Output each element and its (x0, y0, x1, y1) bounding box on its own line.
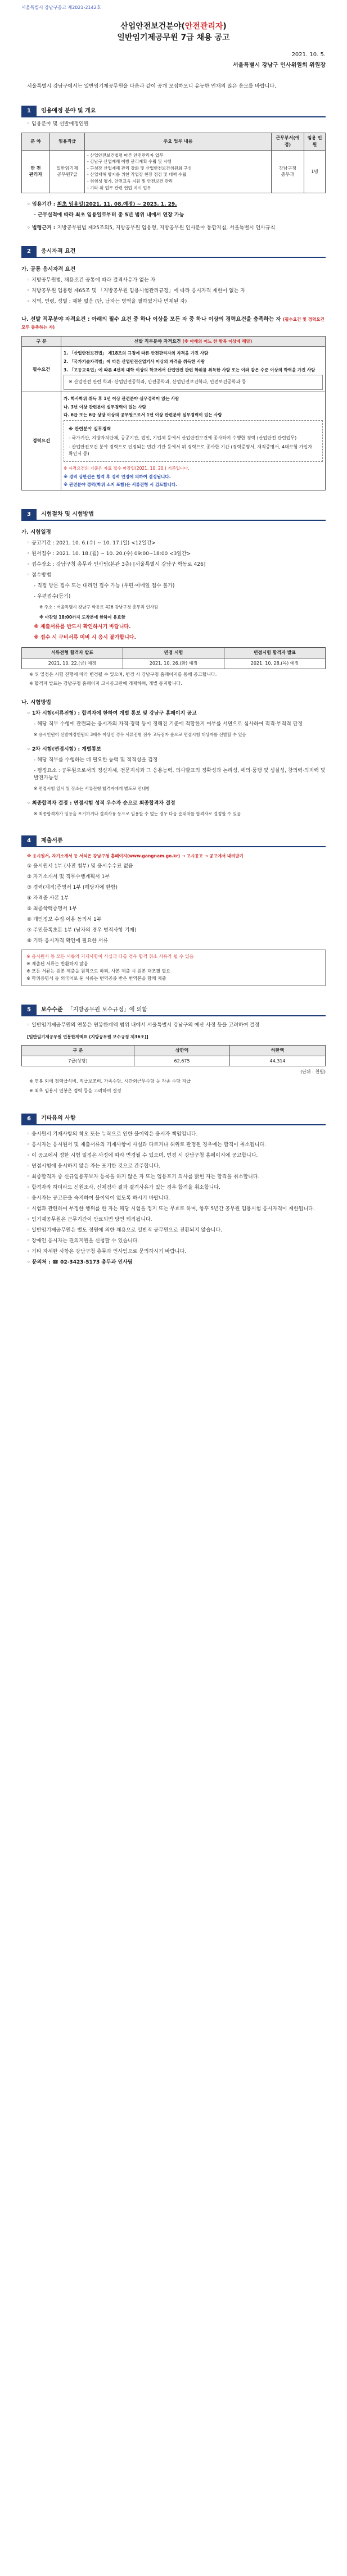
stage-table (21, 647, 326, 669)
recruit-duties (85, 150, 272, 193)
sec4-note: ※ 제출된 서류는 반환하지 않음 (26, 961, 88, 967)
section-1-title: 임용예정 분야 및 개요 (40, 108, 96, 115)
sec4-note: ※ 응시원서 등 모든 서류의 기재사항이 사실과 다를 경우 합격 취소 사유가 될 수 있음 (26, 954, 194, 960)
exp-box (64, 420, 323, 462)
stage-td: 2021. 10. 22.(금) 예정 (22, 658, 123, 669)
notice-item: ◦ 장애인 응시자는 편의지원을 신청할 수 있습니다. (27, 1238, 139, 1244)
recruit-th: 임용직급 (50, 133, 85, 150)
sec1-bullet: ◦ 임용분야 및 선발예정인원 (27, 121, 89, 128)
sec4-note: ※ 학위증명서 등 외국어로 된 서류는 번역공증 받은 번역본을 함께 제출 (26, 975, 166, 981)
sec4-note: ※ 모든 서류는 원본 제출을 원칙으로 하되, 사본 제출 시 원본 대조필 필요 (26, 968, 171, 974)
schedule-item: ◦ 공고기간 : 2021. 10. 6.(수) ~ 10. 17.(일) <12일간> (27, 540, 156, 546)
law-label: ◦ 법령근거 : (27, 225, 57, 231)
notice-item: ◦ 기타 자세한 사항은 강남구청 총무과 인사팀으로 문의하시기 바랍니다. (27, 1249, 187, 1255)
section-2-title: 응시자격 요건 (40, 248, 76, 255)
doc-item: ⑤ 최종학력증명서 1부 (27, 906, 78, 912)
intro-text: 서울특별시 강남구에서는 일반임기제공무원을 다음과 같이 공개 모집하오니 유능한 인재의 많은 응모를 바랍니다. (27, 84, 276, 90)
term-note: - 근무실적에 따라 최초 임용일로부터 총 5년 범위 내에서 연장 가능 (34, 212, 184, 219)
contact-line: ◦ 문의처 : ☎ 02-3423-5173 총무과 인사팀 (27, 1260, 133, 1266)
sec2-sub-na-note: (필수요건 및 경력요건 모두 충족하는 자) (21, 317, 325, 330)
section-2-header (21, 247, 326, 258)
recruit-dept: 강남구청 총무과 (272, 150, 304, 193)
sec2-ga-item: ◦ 지방공무원법, 채용조건 공통에 따라 결격사유가 없는 자 (27, 278, 156, 284)
req-item: 2. 「국가기술자격법」에 따른 산업안전산업기사 이상의 자격을 취득한 사람 (64, 359, 205, 365)
sec5-lead: ◦ 일반임기제공무원의 연봉은 연봉한계액 범위 내에서 서울특별시 강남구의 예산 사정 등을 고려하여 결정 (27, 1023, 260, 1029)
notice-item: ◦ 최종합격자 중 신규임용후보자 등록을 하지 않은 자 또는 임용포기 의사를 밝힌 자는 합격을 취소합니다. (27, 1174, 260, 1180)
notice-item: ◦ 합격자라 하더라도 신원조사, 신체검사 결과 결격사유가 있는 경우 합격을 취소합니다. (27, 1184, 220, 1191)
salary-td: 62,675 (134, 1056, 230, 1066)
notice-item: ◦ 이 공고에서 정한 시험 일정은 사정에 따라 변경될 수 있으며, 변경 시 강남구청 홈페이지에 공고합니다. (27, 1152, 258, 1158)
sec4-lead: ※ 응시원서, 자기소개서 등 서식은 강남구청 홈페이지(www.gangnam.go.kr) → 고시공고 → 공고에서 내려받기 (27, 853, 244, 859)
stage-note: ※ 합격자 발표는 강남구청 홈페이지 고시공고란에 게재하며, 개별 통지합니다. (29, 681, 182, 687)
exp-note: ※ 관련분야 경력(학위 소지 포함)은 서류전형 시 검토합니다. (64, 482, 177, 488)
stage-td: 2021. 10. 28.(목) 예정 (224, 658, 326, 669)
recruit-grade: 일반임기제 공무원7급 (50, 150, 85, 193)
section-6-title: 기타유의 사항 (40, 1115, 76, 1122)
doc-item: ⑧ 기타 응시자격 확인에 필요한 서류 (27, 938, 109, 944)
section-5-header (21, 1005, 326, 1016)
title-line2: 일반임기제공무원 7급 채용 공고 (117, 33, 230, 42)
sec2-ga-item: ◦ 지역, 연령, 성별 : 제한 없음 (단, 남자는 병역을 필하였거나 면제된 자) (27, 299, 187, 305)
method3-item: ※ 최종합격자가 임용을 포기하거나 결격사유 등으로 임용할 수 없는 경우 다음 순위자를 합격자로 결정할 수 있음 (34, 811, 241, 816)
qual-th-note: (※ 아래의 어느 한 항목 이상에 해당) (182, 338, 253, 344)
doc-item: ⑦ 주민등록초본 1부 (남자의 경우 병적사항 기재) (27, 928, 137, 934)
salary-th: 하한액 (229, 1046, 325, 1056)
stage-note: ※ 위 일정은 시험 진행에 따라 변경될 수 있으며, 변경 시 강남구청 홈페이지를 통해 공고합니다. (29, 671, 217, 677)
recruit-th: 임용 인원 (304, 133, 326, 150)
exp-box-line: - 국가기관, 지방자치단체, 공공기관, 법인, 기업체 등에서 산업안전보건에 종사하여 수행한 경력 (산업안전 관련업무) (69, 435, 297, 440)
notice-item: ◦ 응시자는 공고문을 숙지하여 불이익이 없도록 하시기 바랍니다. (27, 1195, 170, 1201)
req-item: 3. 「고등교육법」에 따른 4년제 대학 이상의 학교에서 산업안전 관련 학위를 취득한 사람 또는 이와 같은 수준 이상의 학력을 가진 사람 (64, 367, 316, 372)
salary-note: ※ 연봉 외에 정액급식비, 직급보조비, 가족수당, 시간외근무수당 등 각종 수당 지급 (29, 1079, 191, 1084)
exp-note: ※ 경력 상한선은 합격 후 경력 인정에 의하여 결정됩니다. (64, 474, 171, 479)
notice-item: ◦ 임기제공무원은 근무기간이 만료되면 당연 퇴직됩니다. (27, 1217, 152, 1223)
method3-title: ◦ 최종합격자 결정 : 면접시험 성적 우수자 순으로 최종합격자 결정 (27, 800, 175, 806)
section-2-number: 2 (21, 246, 37, 257)
recruit-th: 분 야 (22, 133, 50, 150)
salary-th: 상한액 (134, 1046, 230, 1056)
salary-td: 7급(상당) (22, 1056, 134, 1066)
duty-item: - 강남구 산업재해 예방 관리계획 수립 및 시행 (87, 159, 172, 165)
notice-item: ◦ 응시자는 응시원서 및 제출서류의 기재사항이 사실과 다르거나 허위로 판명된 경우에는 합격이 취소됩니다. (27, 1142, 267, 1148)
section-6-number: 6 (21, 1114, 37, 1125)
exp-note: ※ 자격요건의 기준은 자료 접수 마감일(2021. 10. 20.) 기준입니다. (64, 466, 190, 471)
exp-box-line: - 산업안전보건 분야 경력으로 인정되는 민간 기관 등에서 위 경력으로 종사한 기간 (경력증명서, 재직증명서, 4대보험 가입자 확인서 등) (69, 444, 312, 457)
qualification-table (21, 336, 326, 490)
issuer: 서울특별시 강남구 인사위원회 위원장 (232, 62, 326, 69)
stage-th: 서류전형 합격자 발표 (22, 648, 123, 658)
sec2-ga-item: ◦ 지방공무원 임용령 제65조 및 「지방공무원 임용시험관리규정」에 따라 응시자격 제한이 없는 자 (27, 288, 245, 294)
method-item: - 우편접수(등기) (34, 594, 71, 600)
section-3-number: 3 (21, 509, 37, 520)
section-3-title: 시험절차 및 시험방법 (40, 511, 94, 517)
recruit-field: 안 전 관리자 (22, 150, 50, 193)
sec3-sub-na: 나. 시험방법 (21, 699, 51, 706)
qual-th-text: 선발 직무분야 자격요건 (134, 338, 181, 344)
section-5-title: 보수수준 (40, 1007, 63, 1014)
duty-item: - 산업재해 방지를 위한 작업장 현장 점검 및 대책 수립 (87, 172, 187, 178)
section-1-number: 1 (21, 106, 37, 117)
law-line (21, 225, 326, 232)
recruit-table (21, 133, 326, 193)
method-item: - 직접 방문 접수 또는 대리인 접수 가능 (우편·이메일 접수 불가) (34, 583, 175, 589)
method1-item: ※ 응시인원이 선발예정인원의 3배수 이상인 경우 서류전형 점수 고득점자 순으로 면접시험 대상자를 선발할 수 있음 (34, 732, 246, 738)
req-item: 1. 「산업안전보건법」 제18조의 규정에 따른 안전관리자의 자격을 가진 사람 (64, 351, 209, 356)
title-suffix: ) (223, 22, 227, 31)
salary-table (21, 1045, 326, 1066)
sec4-notes-box (21, 949, 326, 986)
exp-box-line: ※ 관련분야 실무경력 (69, 426, 111, 432)
stage-th: 면접시험 합격자 발표 (224, 648, 326, 658)
method1-title: ◦ 1차 시험(서류전형) : 합격자에 한하여 개별 통보 및 강남구 홈페이지 공고 (27, 711, 197, 717)
duty-item: - 위험성 평가, 안전교육 지원 및 안전보건 관리 (87, 179, 173, 184)
section-4-number: 4 (21, 835, 37, 847)
method2-item: ※ 면접시험 일시 및 장소는 서류전형 합격자에게 별도로 안내함 (34, 785, 150, 791)
recruit-th: 근무부서(예정) (272, 133, 304, 150)
salary-td: 44,314 (229, 1056, 325, 1066)
exp-label: 경력요건 (22, 392, 61, 490)
section-3-header (21, 510, 326, 521)
exp-item: 나. 3년 이상 관련분야 실무경력이 있는 사람 (64, 404, 146, 410)
method1-item: - 해당 직무 수행에 관련되는 응시자의 자격·경력 등이 정해진 기준에 적합한지 여부를 서면으로 심사하여 적격·부적격 판정 (34, 721, 303, 728)
qual-th: 구 분 (22, 336, 61, 347)
duty-item: - 구청장 산업재해 관리 강화 및 산업안전보건위원회 구성 (87, 165, 192, 171)
sec2-sub-ga: 가. 공통 응시자격 요건 (21, 266, 76, 273)
method-item: ※ 주소 : 서울특별시 강남구 학동로 426 강남구청 총무과 인사팀 (39, 605, 159, 610)
method-item: ※ 접수 시 구비서류 미비 시 응시 불가합니다. (34, 635, 136, 641)
doc-item: ⑥ 개인정보 수집·이용 동의서 1부 (27, 917, 102, 923)
method2-title: ◦ 2차 시험(면접시험) : 개별통보 (27, 746, 102, 752)
section-5-title-note: 「지방공무원 보수규정」에 의함 (67, 1007, 147, 1014)
doc-item: ② 자기소개서 및 직무수행계획서 1부 (27, 874, 110, 880)
sec2-sub-na-text: 나. 선발 직무분야 자격요건 : 아래의 필수 요건 중 하나 이상을 모든 자 중 하나 이상의 경력요건을 충족하는 자 (21, 316, 281, 323)
title-highlight: 안전관리자 (184, 22, 223, 31)
duty-item: - 기타 위 업무 관련 현업 지시 업무 (87, 185, 151, 190)
exp-item: 가. 학사학위 취득 후 1년 이상 관련분야 실무경력이 있는 사람 (64, 396, 179, 402)
req-item-note: ※ 산업안전 관련 학과: 산업안전공학과, 안전공학과, 산업안전보건학과, 안전보건공학과 등 (64, 375, 323, 390)
law-value: 지방공무원법 제25조의5, 지방공무원 임용령, 지방공무원 인사분야 통합지침, 서울특별시 인사규칙 (57, 225, 276, 231)
schedule-item: ◦ 접수장소 : 강남구청 총무과 인사팀(본관 3층) [서울특별시 강남구 학동로 426] (27, 561, 206, 567)
notice-item: ◦ 시험과 관련하여 부정한 행위를 한 자는 해당 시험을 정지 또는 무효로 하며, 향후 5년간 공무원 임용시험 응시자격이 제한됩니다. (27, 1206, 315, 1212)
req-list (61, 347, 326, 392)
page-title (21, 21, 326, 43)
section-1-header (21, 106, 326, 117)
recruit-count: 1명 (304, 150, 326, 193)
announce-date: 2021. 10. 5. (291, 52, 326, 58)
term-value: 최초 임용일(2021. 11. 08.예정) ~ 2023. 1. 29. (57, 202, 177, 208)
sec3-sub-ga: 가. 시험일정 (21, 529, 51, 536)
schedule-item: ◦ 원서접수 : 2021. 10. 18.(월) ~ 10. 20.(수) 09:00~18:00 <3일간> (27, 551, 191, 557)
duty-item: - 산업안전보건법령 따른 안전관리자 업무 (87, 152, 164, 158)
recruit-th: 주요 업무 내용 (85, 133, 272, 150)
section-6-header (21, 1114, 326, 1125)
method-item: ※ 제출서류를 반드시 확인하시기 바랍니다. (34, 624, 131, 630)
exp-item: 다. 6급 또는 6급 상당 이상의 공무원으로서 1년 이상 관련분야 실무경력이 있는 사람 (64, 412, 222, 418)
notice-item: ◦ 면접시험에 응시하지 않은 자는 포기한 것으로 간주합니다. (27, 1163, 160, 1169)
salary-table-label: [일반임기제공무원 연봉한계액표 (지방공무원 보수규정 제36조)] (27, 1034, 148, 1040)
sec2-sub-na (21, 316, 326, 331)
salary-note: ※ 최초 임용시 연봉은 경력 등을 고려하여 결정 (29, 1088, 121, 1093)
stage-td: 2021. 10. 26.(화) 예정 (123, 658, 224, 669)
section-5-number: 5 (21, 1005, 37, 1016)
method2-item: - 해당 직무를 수행하는 데 필요한 능력 및 적격성을 검정 (34, 757, 158, 763)
doc-item: ① 응시원서 1부 (사진 첨부) 및 응시수수료 없음 (27, 863, 133, 869)
exp-list (61, 392, 326, 490)
doc-item: ③ 경력(재직)증명서 1부 (해당자에 한함) (27, 884, 118, 891)
method-item: ※ 마감일 18:00까지 도착분에 한하여 유효함 (39, 614, 125, 620)
schedule-item: ◦ 접수방법 (27, 572, 51, 578)
qual-th (61, 336, 326, 347)
notice-item: ◦ 응시원서 기재사항의 착오 또는 누락으로 인한 불이익은 응시자 책임입니다. (27, 1131, 198, 1137)
title-prefix: 산업안전보건분야( (120, 22, 185, 31)
section-4-header (21, 836, 326, 847)
section-4-title: 제출서류 (40, 837, 63, 844)
stage-th: 면접 시험 (123, 648, 224, 658)
salary-unit: (단위 : 천원) (300, 1069, 326, 1075)
method2-item: - 평정요소 : 공무원으로서의 정신자세, 전문지식과 그 응용능력, 의사발표의 정확성과 논리성, 예의·품행 및 성실성, 창의력·의지력 및 발전가능성 (34, 767, 326, 781)
document-number: 서울특별시 강남구공고 제2021-2142호 (21, 5, 101, 10)
term-line (21, 201, 326, 208)
notice-item: ◦ 일반임기제공무원은 별도 정원에 의한 채용으로 일반직 공무원으로 전환되지 않습니다. (27, 1228, 222, 1234)
term-label: ◦ 임용기간 : (27, 202, 57, 208)
salary-th: 구 분 (22, 1046, 134, 1056)
req-label: 필수요건 (22, 347, 61, 392)
doc-item: ④ 자격증 사본 1부 (27, 895, 69, 901)
